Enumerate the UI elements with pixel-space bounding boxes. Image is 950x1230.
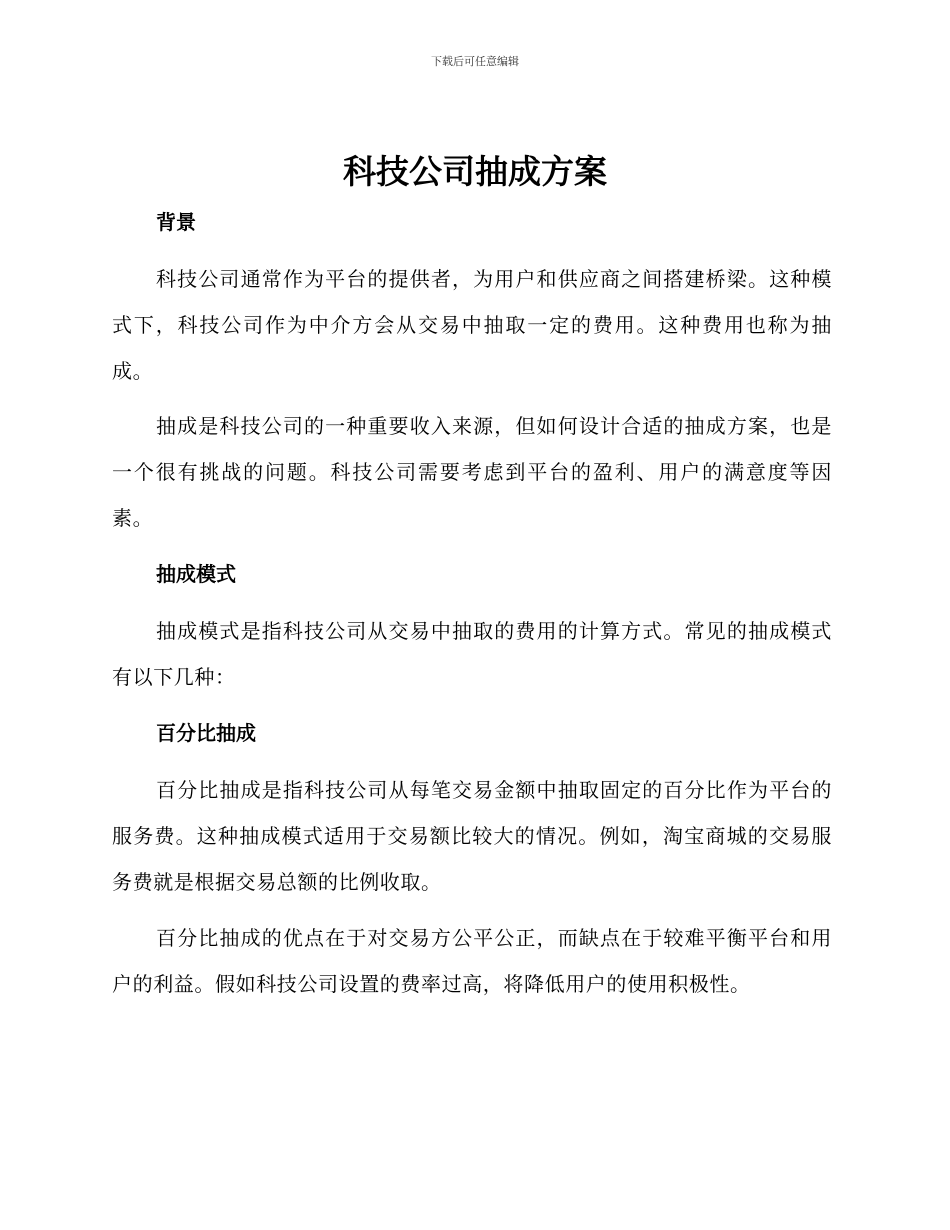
paragraph-background-1: 科技公司通常作为平台的提供者，为用户和供应商之间搭建桥梁。这种模式下，科技公司作为中介方会从交易中抽取一定的费用。这种费用也称为抽成。 bbox=[112, 267, 832, 383]
document-title: 科技公司抽成方案 bbox=[343, 152, 607, 191]
section-heading-percentage-commission: 百分比抽成 bbox=[156, 721, 256, 745]
section-heading-background: 背景 bbox=[156, 210, 196, 234]
paragraph-percentage-commission-1: 百分比抽成是指科技公司从每笔交易金额中抽取固定的百分比作为平台的服务费。这种抽成模式适用于交易额比较大的情况。例如，淘宝商城的交易服务费就是根据交易总额的比例收取。 bbox=[112, 778, 832, 894]
paragraph-commission-model-1: 抽成模式是指科技公司从交易中抽取的费用的计算方式。常见的抽成模式有以下几种： bbox=[112, 619, 832, 689]
header-note: 下载后可任意编辑 bbox=[431, 55, 519, 68]
paragraph-background-2: 抽成是科技公司的一种重要收入来源，但如何设计合适的抽成方案，也是一个很有挑战的问题。科技公司需要考虑到平台的盈利、用户的满意度等因素。 bbox=[112, 414, 832, 530]
section-heading-commission-model: 抽成模式 bbox=[156, 562, 236, 586]
paragraph-percentage-commission-2: 百分比抽成的优点在于对交易方公平公正，而缺点在于较难平衡平台和用户的利益。假如科技公司设置的费率过高，将降低用户的使用积极性。 bbox=[112, 926, 832, 996]
